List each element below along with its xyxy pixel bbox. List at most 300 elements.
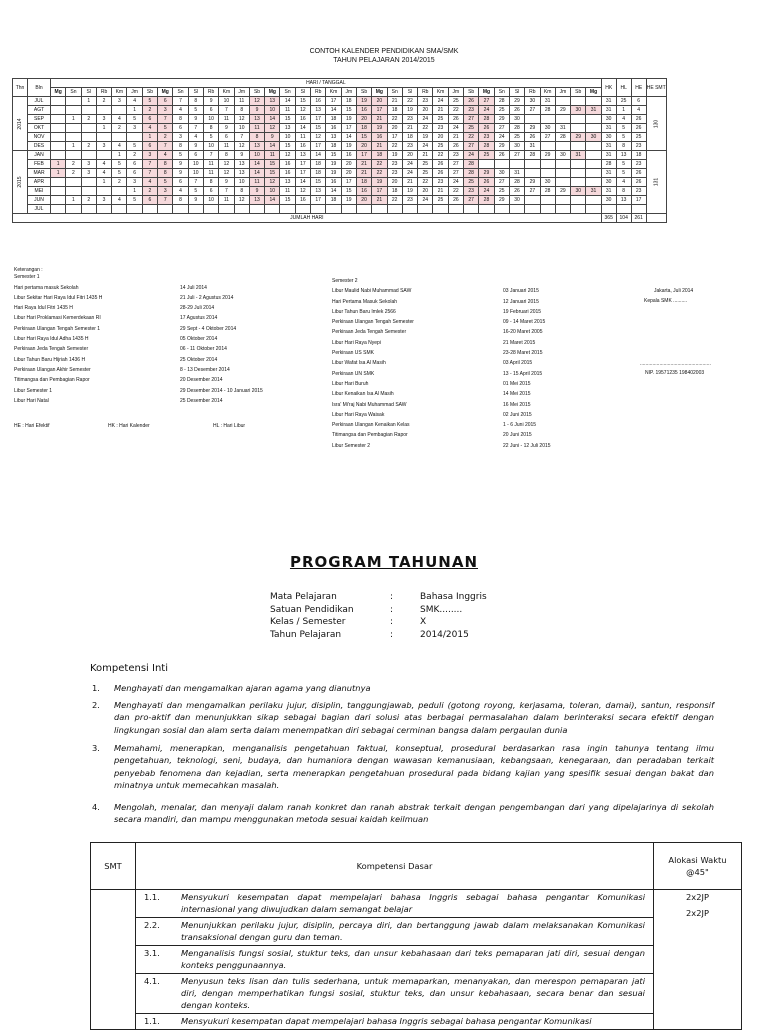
cal-day: 26	[509, 106, 524, 115]
cal-day	[540, 169, 555, 178]
cal-day: 14	[341, 133, 356, 142]
cal-day: 22	[433, 151, 448, 160]
meta-sep: :	[390, 617, 394, 627]
cal-hl: 4	[616, 115, 631, 124]
legend-date: 02 Juni 2015	[503, 411, 532, 418]
cal-day-header: Jm	[341, 88, 356, 97]
cal-day: 10	[219, 97, 234, 106]
cal-hl: 25	[616, 97, 631, 106]
cal-day: 8	[234, 187, 249, 196]
cal-day	[341, 205, 356, 214]
cal-day: 16	[280, 160, 295, 169]
ki-number: 3.	[92, 743, 100, 753]
cal-month-name: JUN	[28, 196, 51, 205]
cal-day: 29	[525, 178, 540, 187]
cal-month-name: MAR	[28, 169, 51, 178]
cal-day: 13	[249, 142, 264, 151]
cal-day: 19	[341, 142, 356, 151]
cal-day: 29	[555, 106, 570, 115]
cal-day: 17	[356, 151, 371, 160]
cal-day: 30	[525, 97, 540, 106]
cal-day: 25	[494, 106, 509, 115]
cal-month-row	[13, 187, 667, 196]
abbr-he: HE : Hari Efektif	[14, 423, 50, 429]
cal-day: 9	[265, 133, 280, 142]
cal-day: 24	[418, 115, 433, 124]
sign-line: ...................................................	[640, 361, 711, 367]
cal-day: 22	[372, 160, 387, 169]
cal-hk: 30	[601, 178, 616, 187]
cal-day	[433, 205, 448, 214]
cal-day: 23	[433, 178, 448, 187]
cal-month-row	[13, 124, 667, 133]
cal-day-header: Jm	[448, 88, 463, 97]
ki-text: Memahami, menerapkan, menganalisis pengetahuan faktual, konseptual, prosedural berdasarkan rasa ingin tahunya tentang ilmu pengetahuan, teknologi, seni, budaya, dan humaniora dengan wawasan kemanusiaan, kebangsaan, kenegaraan, dan peradaban terkait penyebab fenomena dan kejadian, serta menerapkan pengetahuan prosedural pada bidang kajian yang spesifik sesuai dengan bakat dan minatnya untuk memecahkan masalah.	[114, 743, 714, 790]
legend-date: 16-20 Maret 2005	[503, 329, 543, 336]
cal-day	[540, 196, 555, 205]
cal-day	[525, 160, 540, 169]
cal-day: 2	[66, 160, 81, 169]
cal-day: 15	[280, 142, 295, 151]
cal-day	[555, 169, 570, 178]
cal-day: 28	[525, 151, 540, 160]
cal-day: 11	[295, 133, 310, 142]
cal-day: 14	[265, 142, 280, 151]
cal-day: 12	[280, 151, 295, 160]
abbr-hk: HK : Hari Kalender	[108, 423, 150, 429]
cal-day-header: Rb	[311, 88, 326, 97]
cal-month-name: DES	[28, 142, 51, 151]
kd-alokasi-cell	[654, 890, 742, 1030]
cal-day	[571, 196, 586, 205]
cal-year	[13, 97, 28, 151]
signature-block	[644, 286, 693, 306]
cal-day: 10	[280, 133, 295, 142]
cal-day: 19	[402, 106, 417, 115]
cal-day: 4	[173, 187, 188, 196]
cal-day: 15	[311, 178, 326, 187]
cal-day: 9	[234, 151, 249, 160]
cal-day	[356, 205, 371, 214]
cal-day	[127, 133, 142, 142]
legend-row	[332, 348, 551, 358]
cal-day: 26	[433, 160, 448, 169]
cal-day: 6	[127, 169, 142, 178]
cal-day	[326, 205, 341, 214]
cal-month-name: JUL	[28, 97, 51, 106]
cal-day	[448, 205, 463, 214]
legend-row	[14, 324, 263, 334]
cal-day: 13	[234, 169, 249, 178]
cal-day: 25	[494, 187, 509, 196]
legend-semester-1	[14, 265, 263, 406]
cal-day: 13	[295, 151, 310, 160]
cal-header-bln: Bln	[28, 79, 51, 97]
cal-day-header: Rb	[418, 88, 433, 97]
cal-day-header: Sn	[280, 88, 295, 97]
cal-day-header: Sl	[81, 88, 96, 97]
cal-month-name: MEI	[28, 187, 51, 196]
legend-date: 25 Oktober 2014	[180, 356, 218, 363]
cal-day: 7	[158, 142, 173, 151]
cal-day	[127, 205, 142, 214]
cal-footer-hk: 365	[601, 214, 616, 223]
calendar-title: CONTOH KALENDER PENDIDIKAN SMA/SMK	[309, 48, 459, 55]
cal-day: 12	[219, 169, 234, 178]
cal-day: 12	[234, 142, 249, 151]
cal-day: 31	[571, 151, 586, 160]
legend-row	[332, 400, 551, 410]
cal-day: 13	[280, 124, 295, 133]
cal-day: 25	[464, 178, 479, 187]
cal-day: 14	[265, 115, 280, 124]
cal-year-label: 2014	[17, 117, 23, 130]
legend-event: Libur Sekitar Hari Raya Idul Fitri 1435 H	[14, 294, 103, 301]
meta-value: 2014/2015	[420, 629, 469, 640]
legend-row	[14, 355, 263, 365]
cal-day	[555, 142, 570, 151]
cal-month-row	[13, 151, 667, 160]
cal-year-label: 2015	[17, 176, 23, 188]
cal-day: 22	[448, 187, 463, 196]
legend-event: Titimangsa dan Pembagian Rapor	[14, 377, 90, 384]
cal-he: 26	[631, 178, 646, 187]
cal-day: 23	[464, 106, 479, 115]
cal-day: 24	[433, 97, 448, 106]
cal-hl: 8	[616, 142, 631, 151]
cal-month-row	[13, 133, 667, 142]
cal-day: 27	[525, 187, 540, 196]
kd-row	[91, 890, 742, 1030]
cal-hl: 13	[616, 196, 631, 205]
cal-day: 10	[234, 178, 249, 187]
cal-day: 21	[402, 178, 417, 187]
cal-day: 23	[402, 196, 417, 205]
calendar-subtitle: TAHUN PELAJARAN 2014/2015	[333, 57, 435, 64]
cal-day: 23	[464, 187, 479, 196]
cal-day: 8	[158, 169, 173, 178]
cal-day: 10	[203, 142, 218, 151]
cal-day-header: Sl	[402, 88, 417, 97]
cal-day: 23	[433, 124, 448, 133]
cal-day: 7	[142, 160, 157, 169]
cal-day-header: Sl	[509, 88, 524, 97]
meta-label: Kelas / Semester	[270, 617, 346, 627]
cal-he: 26	[631, 115, 646, 124]
cal-day: 13	[234, 160, 249, 169]
cal-day: 21	[356, 169, 371, 178]
cal-day: 1	[81, 97, 96, 106]
cal-day-header: Jm	[555, 88, 570, 97]
cal-hl: 8	[616, 187, 631, 196]
legend-row	[332, 369, 551, 379]
cal-day: 25	[418, 160, 433, 169]
cal-day: 10	[203, 196, 218, 205]
cal-day: 26	[448, 115, 463, 124]
cal-day	[571, 178, 586, 187]
cal-day: 17	[295, 169, 310, 178]
cal-day	[173, 205, 188, 214]
cal-day: 16	[280, 169, 295, 178]
cal-day: 1	[96, 124, 111, 133]
cal-day: 28	[555, 133, 570, 142]
cal-day: 17	[372, 187, 387, 196]
cal-day: 8	[188, 97, 203, 106]
cal-day	[571, 115, 586, 124]
legend-date: 20 Juni 2015	[503, 432, 532, 439]
cal-he: 26	[631, 169, 646, 178]
cal-month-row	[13, 97, 667, 106]
cal-day: 7	[173, 97, 188, 106]
cal-day: 2	[81, 142, 96, 151]
cal-day: 21	[372, 115, 387, 124]
cal-day: 14	[265, 196, 280, 205]
cal-day	[96, 205, 111, 214]
cal-day: 8	[219, 151, 234, 160]
legend-event: Perkiraan UN SMK	[332, 370, 375, 377]
meta-row	[270, 591, 487, 604]
program-title: PROGRAM TAHUNAN	[289, 553, 479, 571]
cal-day: 31	[555, 124, 570, 133]
cal-day: 5	[173, 151, 188, 160]
meta-label: Mata Pelajaran	[270, 592, 337, 602]
cal-day: 6	[142, 142, 157, 151]
kd-text: Menunjukkan perilaku jujur, disiplin, percaya diri, dan bertanggung jawab dalam melaksanakan Komunikasi transaksional dengan guru dan teman.	[181, 920, 645, 942]
cal-month-row	[13, 178, 667, 187]
cal-day: 3	[96, 115, 111, 124]
cal-month-row	[13, 115, 667, 124]
cal-day: 5	[112, 160, 127, 169]
cal-day: 3	[127, 124, 142, 133]
cal-day: 7	[158, 115, 173, 124]
cal-day-header: Km	[433, 88, 448, 97]
cal-day: 6	[142, 196, 157, 205]
cal-month-row	[13, 196, 667, 205]
kd-number: 3.1.	[144, 948, 160, 958]
cal-month-name: OKT	[28, 124, 51, 133]
cal-hk: 31	[601, 97, 616, 106]
cal-day-header: Sn	[387, 88, 402, 97]
cal-day	[555, 97, 570, 106]
cal-day: 29	[525, 124, 540, 133]
sign-nip: NIP. 19571235 198402003	[645, 370, 705, 376]
cal-day: 26	[525, 133, 540, 142]
cal-day: 9	[219, 124, 234, 133]
cal-day: 11	[219, 142, 234, 151]
legend-event: Libur Hari Raya Idul Adha 1435 H	[14, 336, 89, 343]
cal-day	[571, 205, 586, 214]
cal-day: 3	[173, 133, 188, 142]
cal-day	[509, 160, 524, 169]
cal-day	[494, 160, 509, 169]
cal-he: 23	[631, 187, 646, 196]
kd-number: 1.1.	[144, 892, 160, 902]
legend-date: 19 Februari 2015	[503, 308, 542, 315]
legend-date: 28-29 Juli 2014	[180, 305, 215, 312]
kd-item	[136, 946, 653, 974]
cal-day: 7	[142, 169, 157, 178]
legend-row	[14, 293, 263, 303]
cal-day: 17	[295, 160, 310, 169]
legend-row	[332, 297, 551, 307]
cal-day: 27	[494, 178, 509, 187]
cal-day	[66, 178, 81, 187]
cal-day: 12	[295, 187, 310, 196]
cal-day	[66, 124, 81, 133]
cal-he: 25	[631, 133, 646, 142]
cal-footer-label: JUMLAH HARI	[13, 214, 602, 223]
cal-day: 4	[127, 97, 142, 106]
cal-day: 19	[372, 178, 387, 187]
cal-day	[203, 205, 218, 214]
cal-day: 18	[387, 106, 402, 115]
cal-day: 30	[540, 124, 555, 133]
cal-day: 25	[418, 169, 433, 178]
cal-day-header: Sb	[356, 88, 371, 97]
cal-day	[51, 106, 66, 115]
legend-date: 21 Juli - 2 Agustus 2014	[180, 294, 234, 301]
cal-day	[234, 205, 249, 214]
legend-event: Libur Hari Raya Nyepi	[332, 339, 381, 346]
cal-day: 12	[234, 115, 249, 124]
cal-day: 27	[509, 151, 524, 160]
cal-day: 22	[372, 169, 387, 178]
cal-day: 14	[280, 97, 295, 106]
cal-day: 26	[433, 169, 448, 178]
cal-day: 19	[326, 160, 341, 169]
legend-row	[332, 389, 551, 399]
cal-day-header: Mg	[51, 88, 66, 97]
cal-day: 29	[509, 97, 524, 106]
cal-day: 15	[280, 196, 295, 205]
cal-day: 10	[234, 124, 249, 133]
cal-day: 25	[433, 196, 448, 205]
cal-day: 27	[448, 160, 463, 169]
cal-day: 26	[479, 124, 494, 133]
cal-day	[586, 142, 601, 151]
cal-day	[586, 97, 601, 106]
cal-he: 26	[631, 124, 646, 133]
cal-day: 27	[479, 97, 494, 106]
legend-event: Libur Maulid Nabi Muhammad SAW	[332, 288, 412, 295]
legend-date: 1 - 6 Juni 2015	[503, 422, 537, 429]
cal-day-header: Jm	[234, 88, 249, 97]
cal-day: 31	[586, 106, 601, 115]
cal-he: 18	[631, 151, 646, 160]
cal-day: 11	[234, 97, 249, 106]
cal-footer-hl: 104	[616, 214, 631, 223]
legend-row	[332, 358, 551, 368]
cal-day: 3	[96, 142, 111, 151]
cal-day: 29	[494, 142, 509, 151]
ki-text: Mengolah, menalar, dan menyaji dalam ranah konkret dan ranah abstrak terkait dengan pengembangan dari yang dipelajarinya di sekolah secara mandiri, dan mampu menggunakan metoda sesuai kaidah keilmuan	[114, 802, 714, 825]
kd-list-cell	[136, 890, 654, 1030]
cal-day: 23	[387, 160, 402, 169]
cal-day: 20	[356, 115, 371, 124]
cal-day: 12	[234, 196, 249, 205]
cal-day: 20	[433, 133, 448, 142]
cal-day	[81, 106, 96, 115]
legend-date: 09 - 14 Maret 2015	[503, 319, 546, 326]
cal-day: 6	[127, 160, 142, 169]
cal-day: 1	[66, 196, 81, 205]
cal-he-smt	[646, 151, 666, 214]
cal-day: 4	[112, 196, 127, 205]
cal-day	[51, 151, 66, 160]
cal-day: 2	[66, 169, 81, 178]
sign-city: Jakarta, Juli 2014	[654, 288, 694, 294]
cal-day: 18	[341, 97, 356, 106]
cal-day: 3	[112, 97, 127, 106]
legend-semester-2	[332, 276, 551, 451]
cal-day	[540, 205, 555, 214]
cal-day: 3	[142, 151, 157, 160]
cal-day: 23	[448, 151, 463, 160]
cal-day: 5	[127, 115, 142, 124]
cal-day: 26	[509, 187, 524, 196]
cal-hl: 5	[616, 124, 631, 133]
cal-day	[586, 160, 601, 169]
cal-day-header: Sl	[295, 88, 310, 97]
legend-date: 23-28 Maret 2015	[503, 350, 543, 357]
cal-day: 10	[188, 160, 203, 169]
cal-day: 6	[142, 115, 157, 124]
cal-day: 30	[555, 151, 570, 160]
legend-row	[332, 307, 551, 317]
cal-day: 24	[479, 187, 494, 196]
cal-day: 16	[326, 124, 341, 133]
cal-day: 20	[387, 124, 402, 133]
legend-row	[14, 396, 263, 406]
cal-day	[51, 115, 66, 124]
cal-day: 20	[372, 97, 387, 106]
cal-day	[555, 115, 570, 124]
cal-day: 9	[249, 106, 264, 115]
cal-he-smt-value: 131	[653, 177, 660, 187]
legend-date: 13 - 15 April 2015	[503, 370, 543, 377]
cal-day: 7	[234, 133, 249, 142]
cal-hk: 31	[601, 151, 616, 160]
cal-day: 30	[509, 196, 524, 205]
cal-day	[51, 196, 66, 205]
cal-day: 5	[188, 106, 203, 115]
cal-day	[418, 205, 433, 214]
cal-day: 18	[372, 151, 387, 160]
cal-day: 16	[356, 187, 371, 196]
cal-day: 25	[479, 151, 494, 160]
cal-day: 27	[540, 133, 555, 142]
cal-day: 24	[479, 106, 494, 115]
cal-day	[586, 196, 601, 205]
cal-day: 12	[295, 106, 310, 115]
cal-day: 20	[356, 142, 371, 151]
cal-day: 21	[356, 160, 371, 169]
cal-day	[51, 124, 66, 133]
cal-day: 11	[280, 187, 295, 196]
cal-day: 11	[249, 124, 264, 133]
ki-text: Menghayati dan mengamalkan ajaran agama yang dianutnya	[114, 683, 371, 693]
cal-day: 26	[464, 97, 479, 106]
cal-day: 9	[173, 169, 188, 178]
cal-day: 29	[494, 115, 509, 124]
cal-day: 13	[280, 178, 295, 187]
cal-day: 18	[402, 133, 417, 142]
cal-day: 2	[142, 106, 157, 115]
cal-day: 3	[81, 169, 96, 178]
ki-number: 1.	[92, 683, 100, 693]
cal-header-thn: Thn	[13, 79, 28, 97]
meta-row	[270, 604, 487, 617]
